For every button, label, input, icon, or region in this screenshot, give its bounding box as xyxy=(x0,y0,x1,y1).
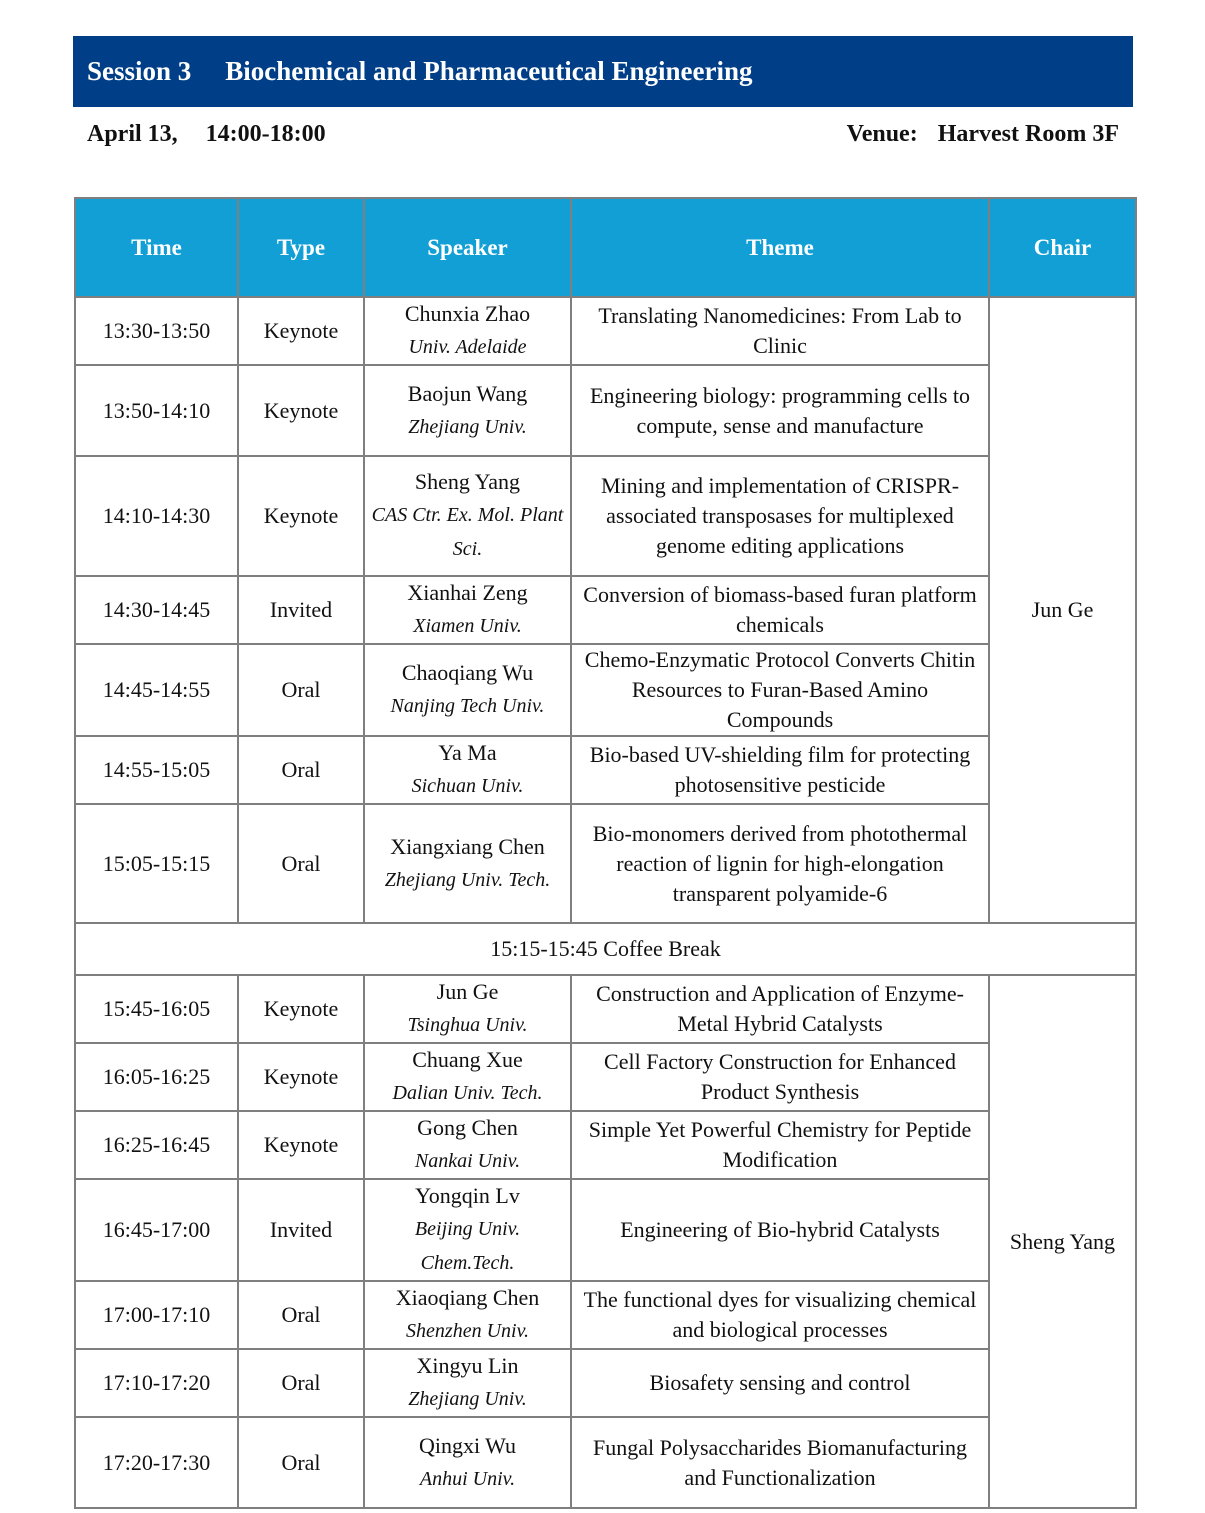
speaker-affiliation: Tsinghua Univ. xyxy=(407,1014,528,1036)
table-row xyxy=(75,1281,1136,1349)
type-cell: Oral xyxy=(238,1281,364,1349)
speaker-affiliation: Beijing Univ. Chem.Tech. xyxy=(414,1218,521,1274)
time-cell: 15:45-16:05 xyxy=(75,975,238,1043)
table-row xyxy=(75,297,1136,365)
type-cell: Invited xyxy=(238,576,364,644)
table-row xyxy=(75,644,1136,736)
speaker-affiliation: Zhejiang Univ. Tech. xyxy=(384,868,551,891)
chair-cell: Jun Ge xyxy=(989,297,1136,923)
theme-cell: Biosafety sensing and control xyxy=(571,1349,989,1417)
table-row xyxy=(75,1179,1136,1281)
speaker-cell xyxy=(364,644,571,736)
speaker-cell xyxy=(364,1417,571,1508)
theme-cell: Chemo-Enzymatic Protocol Converts Chitin Resources to Furan-Based Amino Compounds xyxy=(571,644,989,736)
theme-cell: Bio-based UV-shielding film for protecting photosensitive pesticide xyxy=(571,736,989,804)
speaker-name: Ya Ma xyxy=(438,740,497,765)
speaker-cell xyxy=(364,576,571,644)
table-row xyxy=(75,456,1136,576)
speaker-affiliation: Zhejiang Univ. xyxy=(408,415,527,438)
column-header-chair: Chair xyxy=(989,198,1136,297)
theme-cell: Cell Factory Construction for Enhanced Product Synthesis xyxy=(571,1043,989,1111)
table-row xyxy=(75,1111,1136,1179)
speaker-name: Qingxi Wu xyxy=(418,1432,517,1458)
session-date: April 13, xyxy=(87,121,178,147)
speaker-name: Baojun Wang xyxy=(407,380,528,406)
type-cell: Oral xyxy=(238,1417,364,1508)
table-header-row xyxy=(75,198,1136,297)
speaker-name: Chunxia Zhao xyxy=(404,301,531,326)
column-header-time: Time xyxy=(75,198,238,297)
session-label: Session 3 xyxy=(87,56,192,86)
speaker-name: Xingyu Lin xyxy=(416,1353,519,1378)
speaker-affiliation: Shenzhen Univ. xyxy=(406,1320,529,1342)
column-header-speaker: Speaker xyxy=(364,198,571,297)
speaker-name: Chaoqiang Wu xyxy=(401,660,534,685)
time-cell: 14:45-14:55 xyxy=(75,644,238,736)
speaker-cell xyxy=(364,736,571,804)
speaker-name: Xiangxiang Chen xyxy=(390,833,545,859)
speaker-cell xyxy=(364,1349,571,1417)
session-title: Biochemical and Pharmaceutical Engineering xyxy=(225,56,753,86)
time-cell: 13:50-14:10 xyxy=(75,365,238,456)
speaker-affiliation: Zhejiang Univ. xyxy=(408,1388,527,1410)
speaker-cell xyxy=(364,1281,571,1349)
coffee-break-cell: 15:15-15:45 Coffee Break xyxy=(75,923,1136,975)
speaker-affiliation: Dalian Univ. Tech. xyxy=(392,1082,543,1104)
speaker-cell xyxy=(364,297,571,365)
type-cell: Oral xyxy=(238,1349,364,1417)
speaker-cell xyxy=(364,804,571,923)
speaker-affiliation: CAS Ctr. Ex. Mol. Plant Sci. xyxy=(371,504,564,560)
speaker-cell xyxy=(364,1043,571,1111)
theme-cell: Engineering biology: programming cells to compute, sense and manufacture xyxy=(571,365,989,456)
speaker-cell xyxy=(364,1111,571,1179)
type-cell: Keynote xyxy=(238,1111,364,1179)
speaker-cell xyxy=(364,365,571,456)
coffee-break-row xyxy=(75,923,1136,975)
time-cell: 13:30-13:50 xyxy=(75,297,238,365)
time-cell: 16:25-16:45 xyxy=(75,1111,238,1179)
time-cell: 17:00-17:10 xyxy=(75,1281,238,1349)
speaker-name: Yongqin Lv xyxy=(415,1183,520,1208)
venue-name: Harvest Room 3F xyxy=(937,121,1119,147)
schedule-table xyxy=(74,197,1137,1509)
speaker-name: Sheng Yang xyxy=(414,469,521,494)
time-cell: 16:45-17:00 xyxy=(75,1179,238,1281)
table-row xyxy=(75,576,1136,644)
table-row xyxy=(75,1349,1136,1417)
table-row xyxy=(75,1043,1136,1111)
type-cell: Oral xyxy=(238,736,364,804)
table-row xyxy=(75,975,1136,1043)
table-row xyxy=(75,365,1136,456)
theme-cell: Fungal Polysaccharides Biomanufacturing and Functionalization xyxy=(571,1417,989,1508)
theme-cell: Conversion of biomass-based furan platform chemicals xyxy=(571,576,989,644)
theme-cell: Bio-monomers derived from photothermal reaction of lignin for high-elongation transparent polyamide-6 xyxy=(571,804,989,923)
type-cell: Keynote xyxy=(238,365,364,456)
venue-label: Venue: xyxy=(846,121,918,147)
speaker-affiliation: Xiamen Univ. xyxy=(413,615,522,637)
speaker-name: Xiaoqiang Chen xyxy=(395,1285,540,1310)
speaker-affiliation: Anhui Univ. xyxy=(419,1467,516,1490)
time-cell: 14:30-14:45 xyxy=(75,576,238,644)
type-cell: Keynote xyxy=(238,975,364,1043)
speaker-affiliation: Nankai Univ. xyxy=(414,1150,521,1172)
type-cell: Keynote xyxy=(238,1043,364,1111)
theme-cell: Translating Nanomedicines: From Lab to Clinic xyxy=(571,297,989,365)
theme-cell: Simple Yet Powerful Chemistry for Peptide Modification xyxy=(571,1111,989,1179)
speaker-name: Gong Chen xyxy=(417,1115,518,1140)
session-venue xyxy=(847,116,1119,152)
type-cell: Keynote xyxy=(238,456,364,576)
speaker-name: Chuang Xue xyxy=(412,1047,523,1072)
table-row xyxy=(75,1417,1136,1508)
type-cell: Oral xyxy=(238,804,364,923)
time-cell: 14:10-14:30 xyxy=(75,456,238,576)
speaker-affiliation: Nanjing Tech Univ. xyxy=(390,695,545,717)
type-cell: Invited xyxy=(238,1179,364,1281)
table-row xyxy=(75,736,1136,804)
time-cell: 14:55-15:05 xyxy=(75,736,238,804)
type-cell: Oral xyxy=(238,644,364,736)
chair-cell: Sheng Yang xyxy=(989,975,1136,1508)
speaker-affiliation: Sichuan Univ. xyxy=(411,775,524,797)
column-header-type: Type xyxy=(238,198,364,297)
speaker-cell xyxy=(364,456,571,576)
column-header-theme: Theme xyxy=(571,198,989,297)
time-cell: 17:10-17:20 xyxy=(75,1349,238,1417)
speaker-affiliation: Univ. Adelaide xyxy=(408,336,527,358)
time-cell: 15:05-15:15 xyxy=(75,804,238,923)
theme-cell: Mining and implementation of CRISPR-associated transposases for multiplexed genome editing applications xyxy=(571,456,989,576)
theme-cell: Construction and Application of Enzyme-Metal Hybrid Catalysts xyxy=(571,975,989,1043)
session-banner xyxy=(73,36,1133,107)
time-cell: 17:20-17:30 xyxy=(75,1417,238,1508)
theme-cell: The functional dyes for visualizing chemical and biological processes xyxy=(571,1281,989,1349)
table-row xyxy=(75,804,1136,923)
time-cell: 16:05-16:25 xyxy=(75,1043,238,1111)
theme-cell: Engineering of Bio-hybrid Catalysts xyxy=(571,1179,989,1281)
session-datetime xyxy=(87,116,326,152)
speaker-cell xyxy=(364,1179,571,1281)
speaker-name: Jun Ge xyxy=(436,979,499,1004)
session-time: 14:00-18:00 xyxy=(205,121,326,147)
type-cell: Keynote xyxy=(238,297,364,365)
speaker-name: Xianhai Zeng xyxy=(407,580,528,605)
speaker-cell xyxy=(364,975,571,1043)
